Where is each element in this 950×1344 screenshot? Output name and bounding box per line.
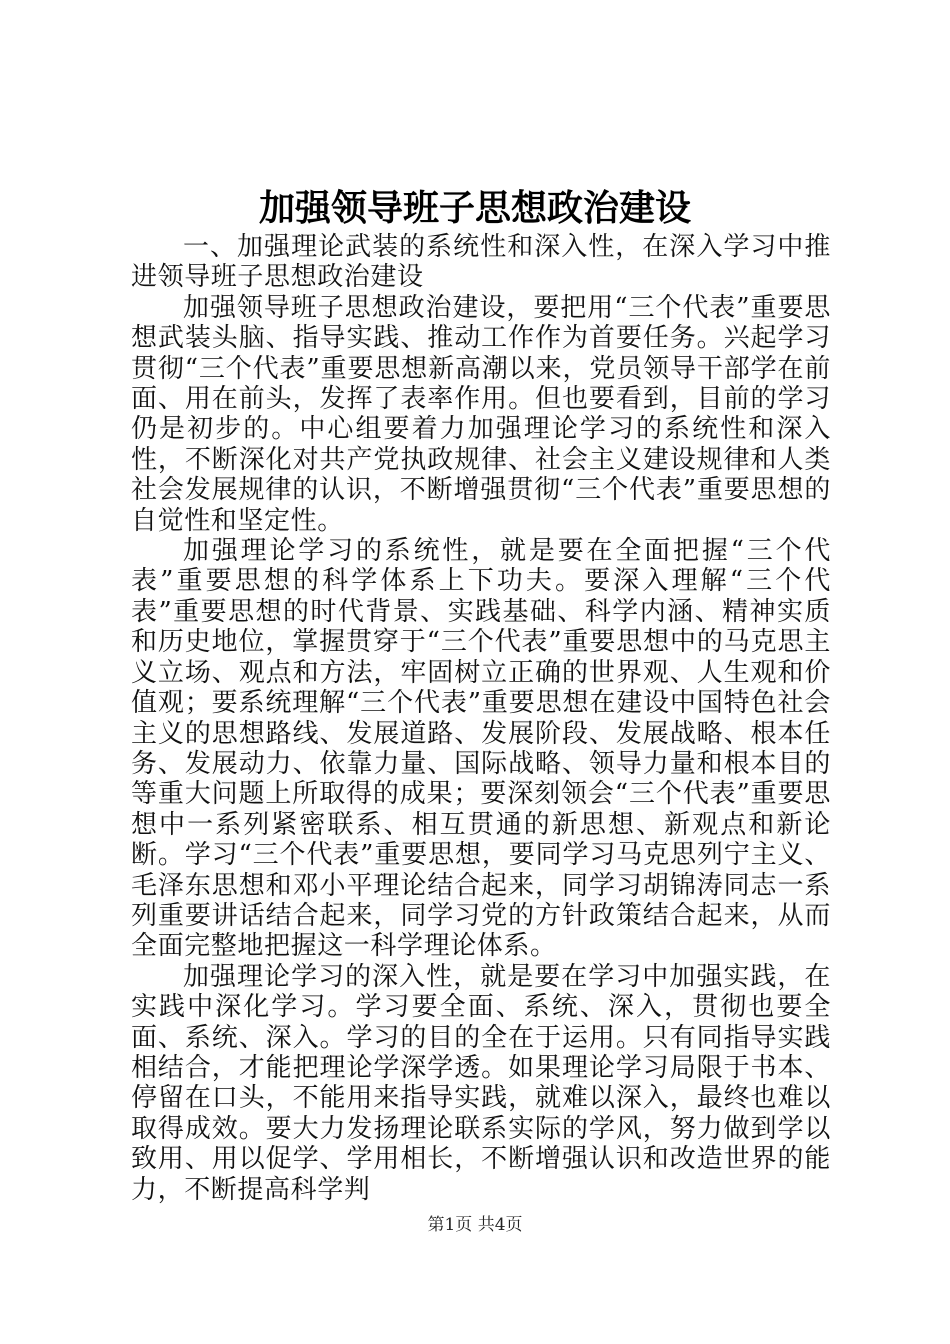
section-heading-paragraph: 一、加强理论武装的系统性和深入性，在深入学习中推进领导班子思想政治建设 xyxy=(131,232,831,293)
document-title: 加强领导班子思想政治建设 xyxy=(258,188,691,229)
page-footer: 第1页 共4页 xyxy=(427,1215,523,1235)
body-paragraph: 加强领导班子思想政治建设，要把用“三个代表”重要思想武装头脑、指导实践、推动工作作为首要任务。兴起学习贯彻“三个代表”重要思想新高潮以来，党员领导干部学在前面、用在前头，发挥了表率作用。但也要看到，目前的学习仍是初步的。中心组要着力加强理论学习的系统性和深入性，不断深化对共产党执政规律、社会主义建设规律和人类社会发展规律的认识，不断增强贯彻“三个代表”重要思想的自觉性和坚定性。 xyxy=(131,292,831,536)
body-paragraph: 加强理论学习的系统性，就是要在全面把握“三个代表”重要思想的科学体系上下功夫。要深入理解“三个代表”重要思想的时代背景、实践基础、科学内涵、精神实质和历史地位，掌握贯穿于“三个代表”重要思想中的马克思主义立场、观点和方法，牢固树立正确的世界观、人生观和价值观；要系统理解“三个代表”重要思想在建设中国特色社会主义的思想路线、发展道路、发展阶段、发展战略、根本任务、发展动力、依靠力量、国际战略、领导力量和根本目的等重大问题上所取得的成果；要深刻领会“三个代表”重要思想中一系列紧密联系、相互贯通的新思想、新观点和新论断。学习“三个代表”重要思想，要同学习马克思列宁主义、毛泽东思想和邓小平理论结合起来，同学习胡锦涛同志一系列重要讲话结合起来，同学习党的方针政策结合起来，从而全面完整地把握这一科学理论体系。 xyxy=(131,536,831,962)
document-body xyxy=(131,232,831,1205)
body-paragraph: 加强理论学习的深入性，就是要在学习中加强实践，在实践中深化学习。学习要全面、系统、深入，贯彻也要全面、系统、深入。学习的目的全在于运用。只有同指导实践相结合，才能把理论学深学透。如果理论学习局限于书本、停留在口头，不能用来指导实践，就难以深入，最终也难以取得成效。要大力发扬理论联系实际的学风，努力做到学以致用、用以促学、学用相长，不断增强认识和改造世界的能力，不断提高科学判 xyxy=(131,961,831,1205)
